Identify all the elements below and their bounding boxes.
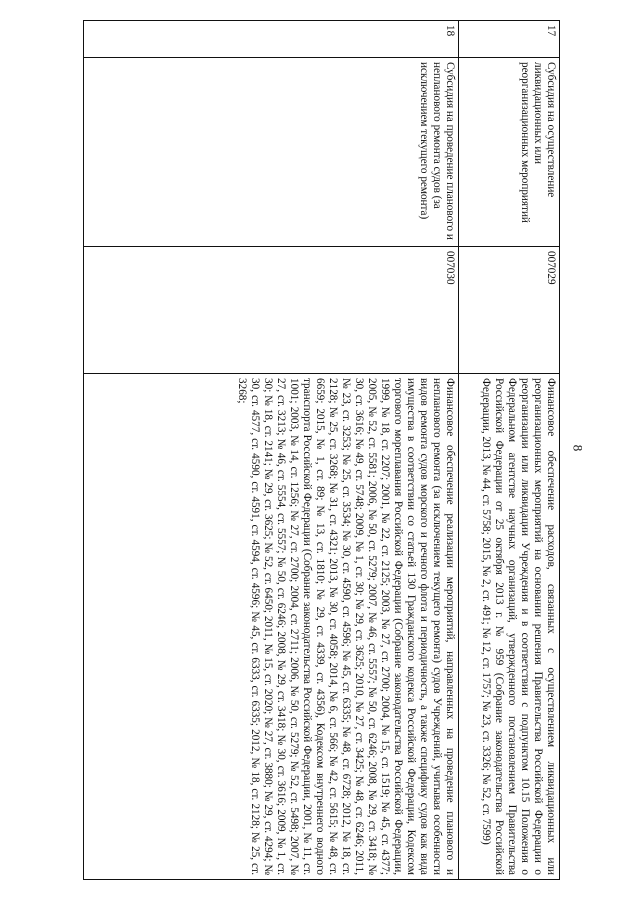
page-number: 8	[570, 444, 586, 452]
table-row	[459, 21, 560, 880]
subsidy-table	[83, 20, 560, 880]
subsidy-name: Субсидия на осуществление ликвидационных или реорганизационных мероприятий	[459, 58, 560, 247]
subsidy-code: 007030	[84, 247, 459, 374]
rotated-table-wrapper	[80, 20, 560, 880]
subsidy-description: Финансовое обеспечение реализации мероприятий, направленных на проведение планового и непланового ремонта (за исключением текущего ремонта) судов Учреждений, учитывая особенности видов ремонта судов морского и речного флота и периодичность, а также специфику судов как вида имущества в соответствии со статьей 130 Гражданского кодекса Российской Федерации, Кодексом торгового мореплавания Российской Федерации (Собрание законодательства Российской Федерации, 1999, № 18, ст. 2207; 2001, № 22, ст. 2125; 2003, № 27, ст. 2700; 2004, № 15, ст. 1519; № 45, ст. 4377; 2005, № 52, ст. 5581; 2006, № 50, ст. 5279; 2007, № 46, ст. 5557; № 50, ст. 6246; 2008, № 29, ст. 3418; № 30, ст. 3616; № 49, ст. 5748; 2009, № 1, ст. 30; № 29, ст. 3625; 2010, № 27, ст. 3425; № 48, ст. 6246; 2011, № 23, ст. 3253; № 25, ст. 3534; № 30, ст. 4590, ст. 4596; № 45, ст. 6335; № 48, ст. 6728; 2012, № 18, ст. 2128; № 25, ст. 3268; № 31, ст. 4321; 2013, № 30, ст. 4058; 2014, № 6, ст. 566; № 42, ст. 5615; № 48, ст. 6659; 2015, № 1, ст. 89; № 13, ст. 1810; № 29, ст. 4339, ст. 4356), Кодексом внутреннего водного транспорта Российской Федерации (Собрание законодательства Российской Федерации, 2001, № 11, ст. 1001; 2003, № 14, ст. 1256; № 27, ст. 2700; 2004, ст. 2711; 2006, № 50, ст. 5279; № 52, ст. 5498; 2007, № 27, ст. 3213; № 46, ст. 5554, ст. 5557; № 50, ст. 6246; 2008, № 29, ст. 3418; № 30, ст. 3616; 2009, № 1, ст. 30; № 18, ст. 2141; № 29, ст. 3625; № 52, ст. 6450; 2011, № 15, ст. 2020; № 27, ст. 3880; № 29, ст. 4294; № 30, ст. 4577, ст. 4590, ст. 4591, ст. 4594, ст. 4596; № 45, ст. 6333, ст. 6335; 2012, № 18, ст. 2128; № 25, ст. 3268;	[84, 374, 459, 880]
table-row	[84, 21, 459, 880]
row-number: 18	[84, 21, 459, 58]
subsidy-description: Финансовое обеспечение расходов, связанных с осуществлением ликвидационных или реорганизационных мероприятий на основании решения Правительства Российской Федерации о реорганизации или ликвидации Учреждения и в соответствии с подпунктом 10.15 Положения о Федеральном агентстве научных организаций, утвержденного постановлением Правительства Российской Федерации от 25 октября 2013 г. № 959 (Собрание законодательства Российской Федерации, 2013, № 44, ст. 5758; 2015, № 2, ст. 491; № 12, ст. 1757; № 23, ст. 3326; № 52, ст. 7599)	[459, 374, 560, 880]
row-number: 17	[459, 21, 560, 58]
subsidy-name: Субсидия на проведение планового и непланового ремонта судов (за исключением текущего ремонта)	[84, 58, 459, 247]
subsidy-code: 007029	[459, 247, 560, 374]
